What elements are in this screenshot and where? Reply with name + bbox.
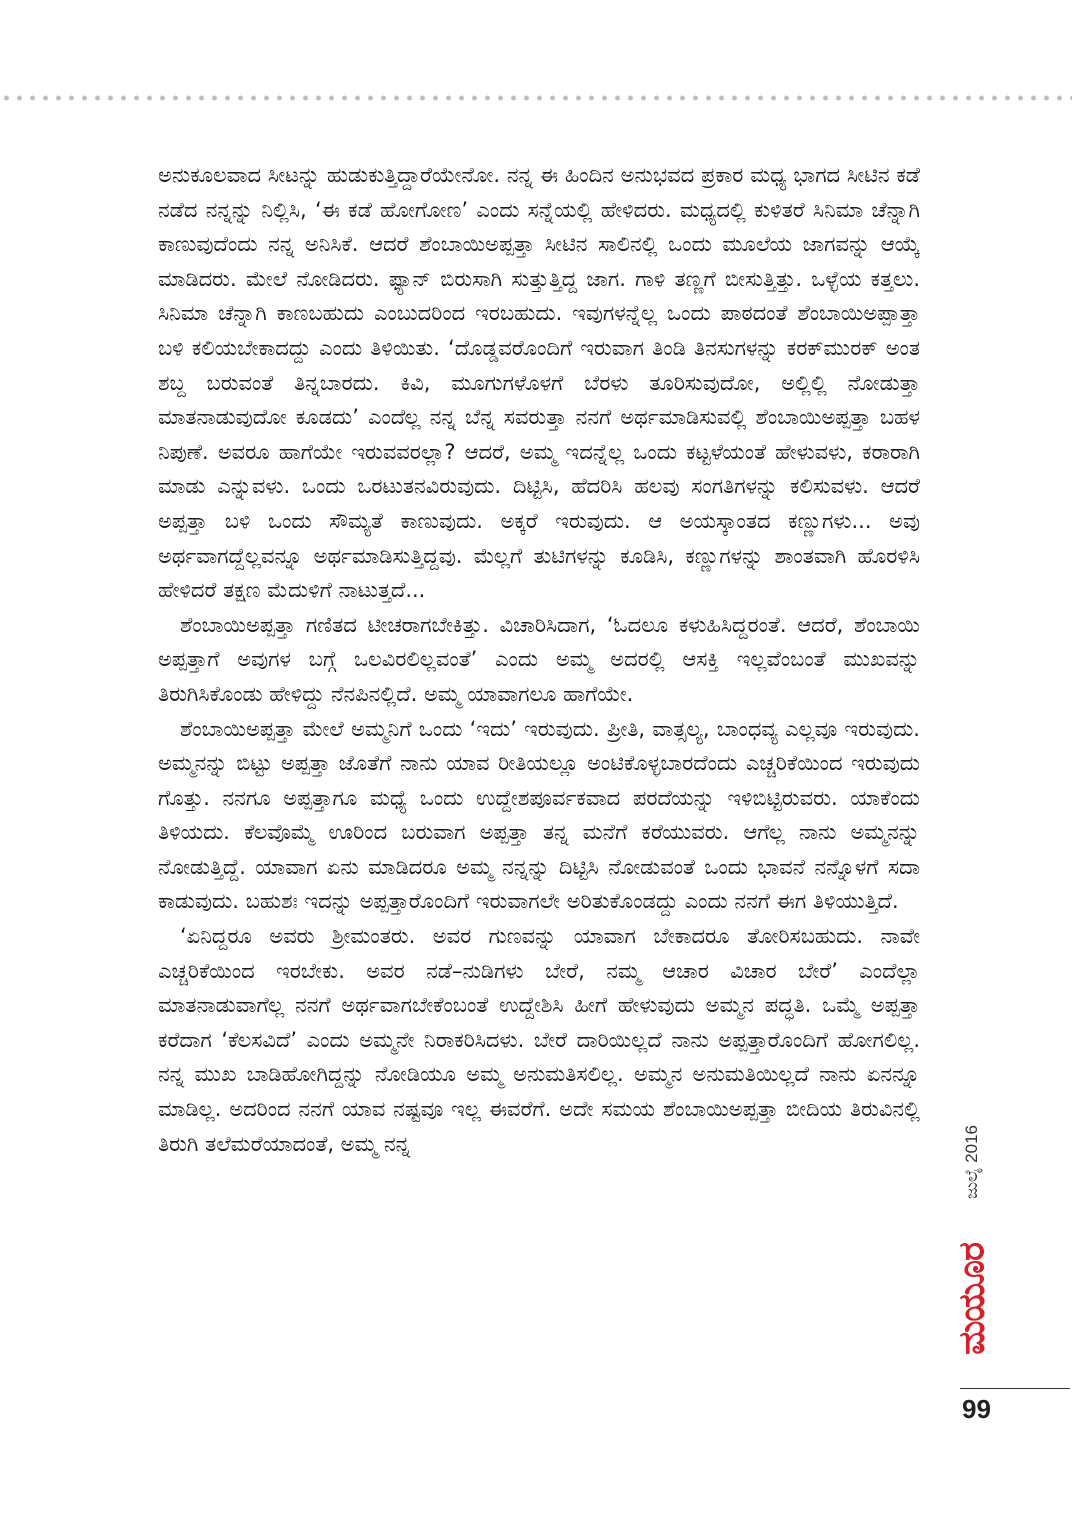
page-number-rule (960, 1388, 1070, 1389)
issue-date: ಜುಲೈ 2016 (962, 1125, 981, 1199)
page-number: 99 (962, 1394, 991, 1424)
top-dotted-divider (0, 94, 1072, 102)
article-paragraph-3: ಶೆಂಬಾಯಿಅಪ್ಪತ್ತಾ ಮೇಲೆ ಅಮ್ಮನಿಗೆ ಒಂದು ‘ಇದು’ ಇರುವುದು. ಪ್ರೀತಿ, ವಾತ್ಸಲ್ಯ, ಬಾಂಧವ್ಯ ಎಲ್ಲವೂ ಇರುವುದು. ಅಮ್ಮನನ್ನು ಬಿಟ್ಟು ಅಪ್ಪತ್ತಾ ಜೊತೆಗೆ ನಾನು ಯಾವ ರೀತಿಯಲ್ಲೂ ಅಂಟಿಕೊಳ್ಳಬಾರದೆಂದು ಎಚ್ಚರಿಕೆಯಿಂದ ಇರುವುದು ಗೊತ್ತು. ನನಗೂ ಅಪ್ಪತ್ತಾಗೂ ಮಧ್ಯೆ ಒಂದು ಉದ್ದೇಶಪೂರ್ವಕವಾದ ಪರದೆಯನ್ನು ಇಳಿಬಿಟ್ಟಿರುವರು. ಯಾಕೆಂದು ತಿಳಿಯದು. ಕೆಲವೊಮ್ಮೆ ಊರಿಂದ ಬರುವಾಗ ಅಪ್ಪತ್ತಾ ತನ್ನ ಮನೆಗೆ ಕರೆಯುವರು. ಆಗೆಲ್ಲ ನಾನು ಅಮ್ಮನನ್ನು ನೋಡುತ್ತಿದ್ದೆ. ಯಾವಾಗ ಏನು ಮಾಡಿದರೂ ಅಮ್ಮ ನನ್ನನ್ನು ದಿಟ್ಟಿಸಿ ನೋಡುವಂತೆ ಒಂದು ಭಾವನೆ ನನ್ನೊಳಗೆ ಸದಾ ಕಾಡುವುದು. ಬಹುಶಃ ಇದನ್ನು ಅಪ್ಪತ್ತಾರೊಂದಿಗೆ ಇರುವಾಗಲೇ ಅರಿತುಕೊಂಡದ್ದು ಎಂದು ನನಗೆ ಈಗ ತಿಳಿಯುತ್ತಿದೆ. (158, 716, 920, 914)
magazine-name: ಮಯೂರ (951, 1243, 993, 1355)
article-paragraph-4: ‘ಏನಿದ್ದರೂ ಅವರು ಶ್ರೀಮಂತರು. ಅವರ ಗುಣವನ್ನು ಯಾವಾಗ ಬೇಕಾದರೂ ತೋರಿಸಬಹುದು. ನಾವೇ ಎಚ್ಚರಿಕೆಯಿಂದ ಇರಬೇಕು. ಅವರ ನಡೆ–ನುಡಿಗಳು ಬೇರೆ, ನಮ್ಮ ಆಚಾರ ವಿಚಾರ ಬೇರೆ’ ಎಂದೆಲ್ಲಾ ಮಾತನಾಡುವಾಗೆಲ್ಲ ನನಗೆ ಅರ್ಥವಾಗಬೇಕೆಂಬಂತೆ ಉದ್ದೇಶಿಸಿ ಹೀಗೆ ಹೇಳುವುದು ಅಮ್ಮನ ಪದ್ಧತಿ. ಒಮ್ಮೆ ಅಪ್ಪತ್ತಾ ಕರೆದಾಗ ‘ಕೆಲಸವಿದೆ’ ಎಂದು ಅಮ್ಮನೇ ನಿರಾಕರಿಸಿದಳು. ಬೇರೆ ದಾರಿಯಿಲ್ಲದೆ ನಾನು ಅಪ್ಪತ್ತಾರೊಂದಿಗೆ ಹೋಗಲಿಲ್ಲ. ನನ್ನ ಮುಖ ಬಾಡಿಹೋಗಿದ್ದನ್ನು ನೋಡಿಯೂ ಅಮ್ಮ ಅನುಮತಿಸಲಿಲ್ಲ. ಅಮ್ಮನ ಅನುಮತಿಯಿಲ್ಲದೆ ನಾನು ಏನನ್ನೂ ಮಾಡಿಲ್ಲ. ಅದರಿಂದ ನನಗೆ ಯಾವ ನಷ್ಟವೂ ಇಲ್ಲ ಈವರೆಗೆ. ಅದೇ ಸಮಯ ಶೆಂಬಾಯಿಅಪ್ಪತ್ತಾ ಬೀದಿಯ ತಿರುವಿನಲ್ಲಿ ತಿರುಗಿ ತಲೆಮರೆಯಾದಂತೆ, ಅಮ್ಮ ನನ್ನ (158, 924, 920, 1156)
article-body (158, 158, 920, 1161)
article-paragraph-2: ಶೆಂಬಾಯಿಅಪ್ಪತ್ತಾ ಗಣಿತದ ಟೀಚರಾಗಬೇಕಿತ್ತು. ವಿಚಾರಿಸಿದಾಗ, ‘ಓದಲೂ ಕಳುಹಿಸಿದ್ದರಂತೆ. ಆದರೆ, ಶೆಂಬಾಯಿ ಅಪ್ಪತ್ತಾಗೆ ಅವುಗಳ ಬಗ್ಗೆ ಒಲವಿರಲಿಲ್ಲವಂತೆ’ ಎಂದು ಅಮ್ಮ ಅದರಲ್ಲಿ ಆಸಕ್ತಿ ಇಲ್ಲವೆಂಬಂತೆ ಮುಖವನ್ನು ತಿರುಗಿಸಿಕೊಂಡು ಹೇಳಿದ್ದು ನೆನಪಿನಲ್ಲಿದೆ. ಅಮ್ಮ ಯಾವಾಗಲೂ ಹಾಗೆಯೇ. (158, 612, 920, 706)
magazine-side-banner (952, 1125, 992, 1385)
article-paragraph-1: ಅನುಕೂಲವಾದ ಸೀಟನ್ನು ಹುಡುಕುತ್ತಿದ್ದಾರೆಯೇನೋ. ನನ್ನ ಈ ಹಿಂದಿನ ಅನುಭವದ ಪ್ರಕಾರ ಮಧ್ಯ ಭಾಗದ ಸೀಟಿನ ಕಡೆ ನಡೆದ ನನ್ನನ್ನು ನಿಲ್ಲಿಸಿ, ‘ಈ ಕಡೆ ಹೋಗೋಣ’ ಎಂದು ಸನ್ನೆಯಲ್ಲಿ ಹೇಳಿದರು. ಮಧ್ಯದಲ್ಲಿ ಕುಳಿತರೆ ಸಿನಿಮಾ ಚೆನ್ನಾಗಿ ಕಾಣುವುದೆಂದು ನನ್ನ ಅನಿಸಿಕೆ. ಆದರೆ ಶೆಂಬಾಯಿಅಪ್ಪತ್ತಾ ಸೀಟಿನ ಸಾಲಿನಲ್ಲಿ ಒಂದು ಮೂಲೆಯ ಜಾಗವನ್ನು ಆಯ್ಕೆ ಮಾಡಿದರು. ಮೇಲೆ ನೋಡಿದರು. ಫ್ಯಾನ್ ಬಿರುಸಾಗಿ ಸುತ್ತುತ್ತಿದ್ದ ಜಾಗ. ಗಾಳಿ ತಣ್ಣಗೆ ಬೀಸುತ್ತಿತ್ತು. ಒಳ್ಳೆಯ ಕತ್ತಲು. ಸಿನಿಮಾ ಚೆನ್ನಾಗಿ ಕಾಣಬಹುದು ಎಂಬುದರಿಂದ ಇರಬಹುದು. ಇವುಗಳನ್ನೆಲ್ಲ ಒಂದು ಪಾಠದಂತೆ ಶೆಂಬಾಯಿಅಪ್ಪಾತ್ತಾ ಬಳಿ ಕಲಿಯಬೇಕಾದದ್ದು ಎಂದು ತಿಳಿಯಿತು. ‘ದೊಡ್ಡವರೊಂದಿಗೆ ಇರುವಾಗ ತಿಂಡಿ ತಿನಸುಗಳನ್ನು ಕರಕ್‌ಮುರಕ್ ಅಂತ ಶಬ್ದ ಬರುವಂತೆ ತಿನ್ನಬಾರದು. ಕಿವಿ, ಮೂಗುಗಳೊಳಗೆ ಬೆರಳು ತೂರಿಸುವುದೋ, ಅಲ್ಲಿಲ್ಲಿ ನೋಡುತ್ತಾ ಮಾತನಾಡುವುದೋ ಕೂಡದು’ ಎಂದೆಲ್ಲ ನನ್ನ ಬೆನ್ನ ಸವರುತ್ತಾ ನನಗೆ ಅರ್ಥಮಾಡಿಸುವಲ್ಲಿ ಶೆಂಬಾಯಿಅಪ್ಪತ್ತಾ ಬಹಳ ನಿಪುಣೆ. ಅವರೂ ಹಾಗೆಯೇ ಇರುವವರಲ್ಲಾ? ಆದರೆ, ಅಮ್ಮ ಇದನ್ನೆಲ್ಲ ಒಂದು ಕಟ್ಟಳೆಯಂತೆ ಹೇಳುವಳು, ಕರಾರಾಗಿ ಮಾಡು ಎನ್ನುವಳು. ಒಂದು ಒರಟುತನವಿರುವುದು. ದಿಟ್ಟಿಸಿ, ಹೆದರಿಸಿ ಹಲವು ಸಂಗತಿಗಳನ್ನು ಕಲಿಸುವಳು. ಆದರೆ ಅಪ್ಪತ್ತಾ ಬಳಿ ಒಂದು ಸೌಮ್ಯತೆ ಕಾಣುವುದು. ಅಕ್ಕರೆ ಇರುವುದು. ಆ ಅಯಸ್ಕಾಂತದ ಕಣ್ಣುಗಳು... ಅವು ಅರ್ಥವಾಗದ್ದೆಲ್ಲವನ್ನೂ ಅರ್ಥಮಾಡಿಸುತ್ತಿದ್ದವು. ಮೆಲ್ಲಗೆ ತುಟಿಗಳನ್ನು ಕೂಡಿಸಿ, ಕಣ್ಣುಗಳನ್ನು ಶಾಂತವಾಗಿ ಹೊರಳಿಸಿ ಹೇಳಿದರೆ ತಕ್ಷಣ ಮೆದುಳಿಗೆ ನಾಟುತ್ತದೆ... (158, 163, 920, 603)
